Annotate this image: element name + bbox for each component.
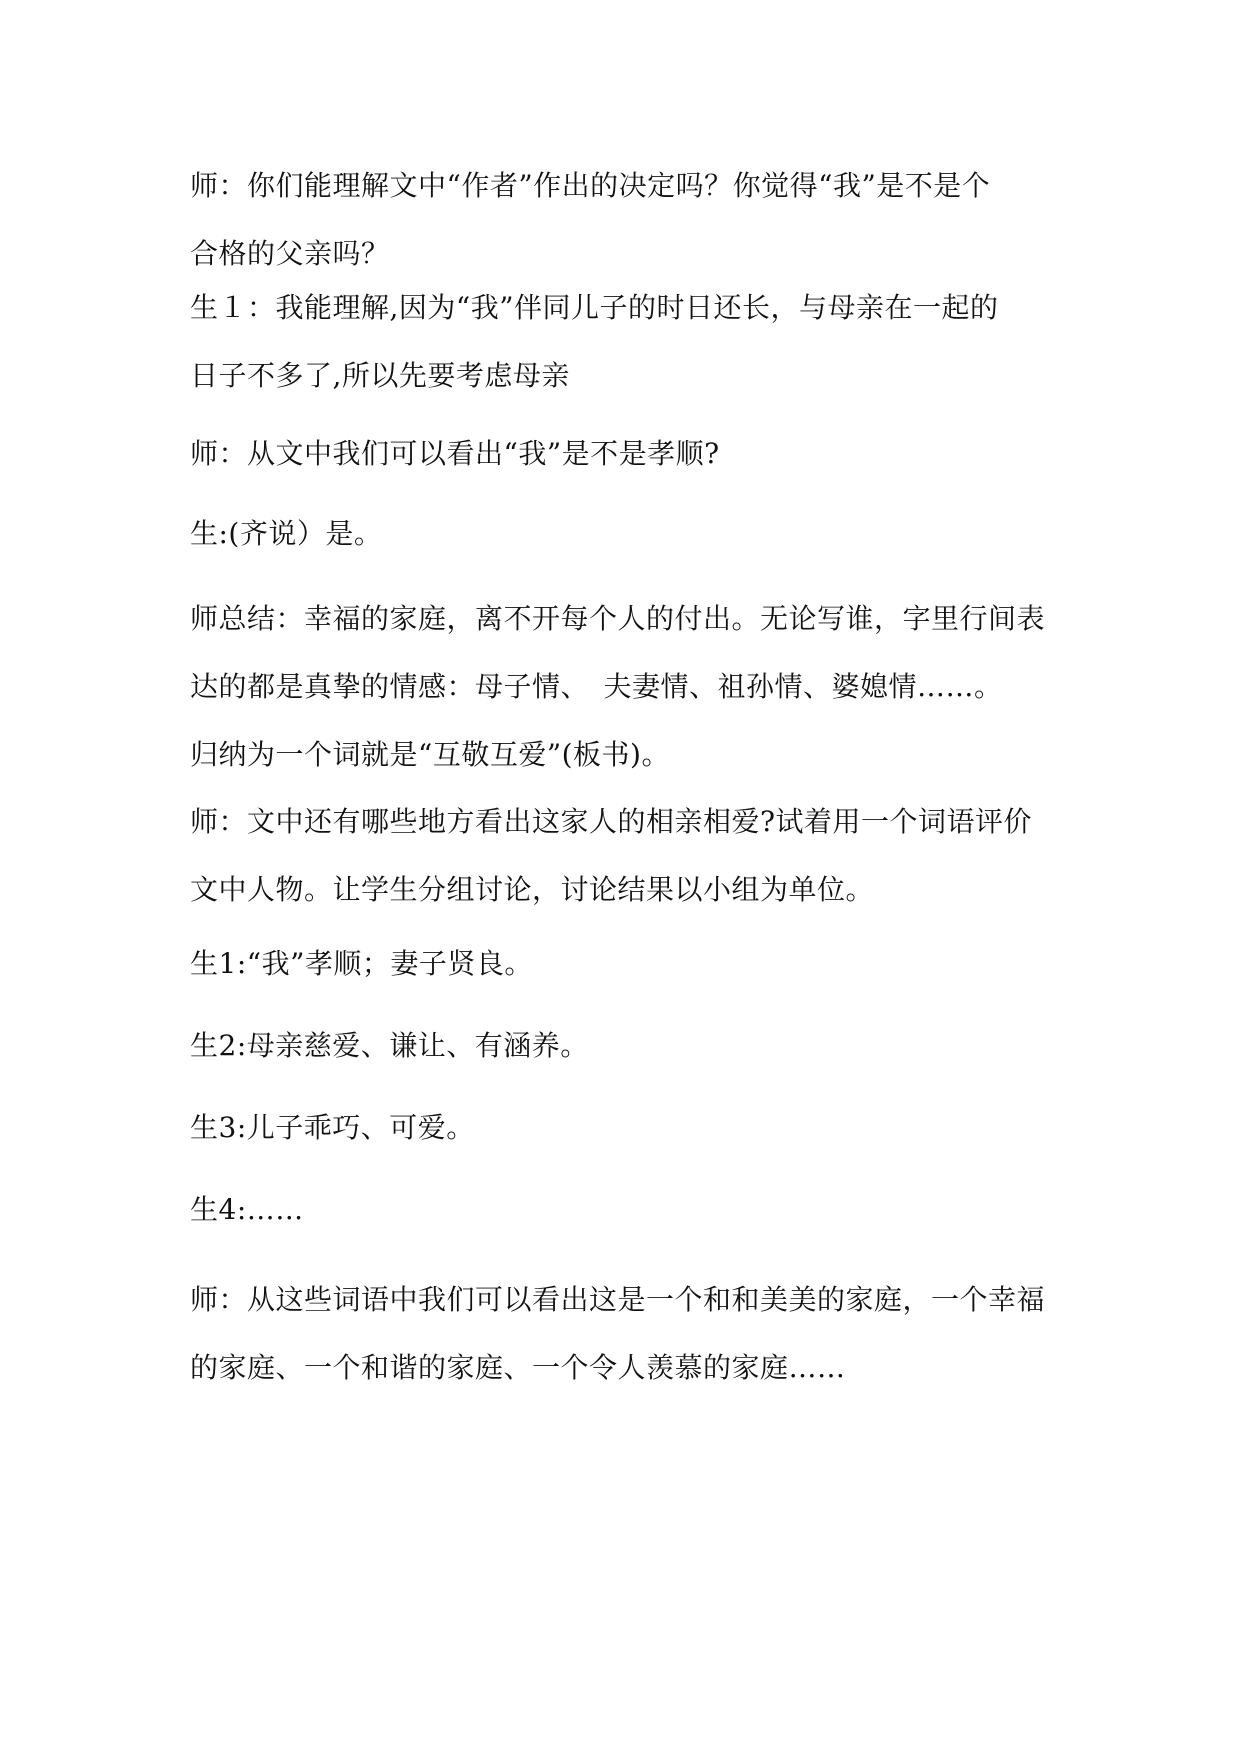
paragraph-student-1-evaluation	[190, 930, 1070, 998]
text-line: 文中人物。让学生分组讨论，讨论结果以小组为单位。	[190, 873, 875, 906]
text-line: 生2:母亲慈爱、谦让、有涵养。	[190, 1029, 589, 1062]
paragraph-teacher-conclusion	[190, 1266, 1070, 1402]
text-line: 归纳为一个词就是“互敬互爱”(板书)。	[190, 738, 670, 771]
text-line: 达的都是真挚的情感：母子情、 夫妻情、祖孙情、婆媳情……。	[190, 670, 1003, 703]
text-line: 日子不多了,所以先要考虑母亲	[190, 359, 570, 392]
paragraph-teacher-summary	[190, 585, 1070, 789]
text-line: 师总结：幸福的家庭，离不开每个人的付出。无论写谁，字里行间表	[190, 602, 1046, 635]
text-line: 的家庭、一个和谐的家庭、一个令人羡慕的家庭……	[190, 1351, 846, 1384]
text-line: 合格的父亲吗？	[190, 237, 390, 270]
paragraph-students-chorus	[190, 500, 1070, 568]
text-line: 生1:“我”孝顺；妻子贤良。	[190, 947, 533, 980]
text-line: 师：从文中我们可以看出“我”是不是孝顺?	[190, 437, 720, 470]
text-line: 生4:……	[190, 1193, 304, 1226]
paragraph-teacher-question-2	[190, 420, 1070, 488]
paragraph-student-3-evaluation	[190, 1094, 1070, 1162]
text-line: 生１：我能理解,因为“我”伴同儿子的时日还长，与母亲在一起的	[190, 291, 999, 324]
text-line: 师：文中还有哪些地方看出这家人的相亲相爱?试着用一个词语评价	[190, 805, 1033, 838]
text-line: 师：你们能理解文中“作者”作出的决定吗？你觉得“我”是不是个	[190, 169, 991, 202]
paragraph-teacher-question-1	[190, 152, 1070, 288]
text-line: 生3:儿子乖巧、可爱。	[190, 1111, 475, 1144]
paragraph-teacher-question-3	[190, 788, 1070, 924]
paragraph-student-2-evaluation	[190, 1012, 1070, 1080]
paragraph-student-1-answer	[190, 274, 1070, 410]
paragraph-student-4-evaluation	[190, 1176, 1070, 1244]
text-line: 生:(齐说）是。	[190, 517, 383, 550]
text-line: 师：从这些词语中我们可以看出这是一个和和美美的家庭，一个幸福	[190, 1283, 1046, 1316]
